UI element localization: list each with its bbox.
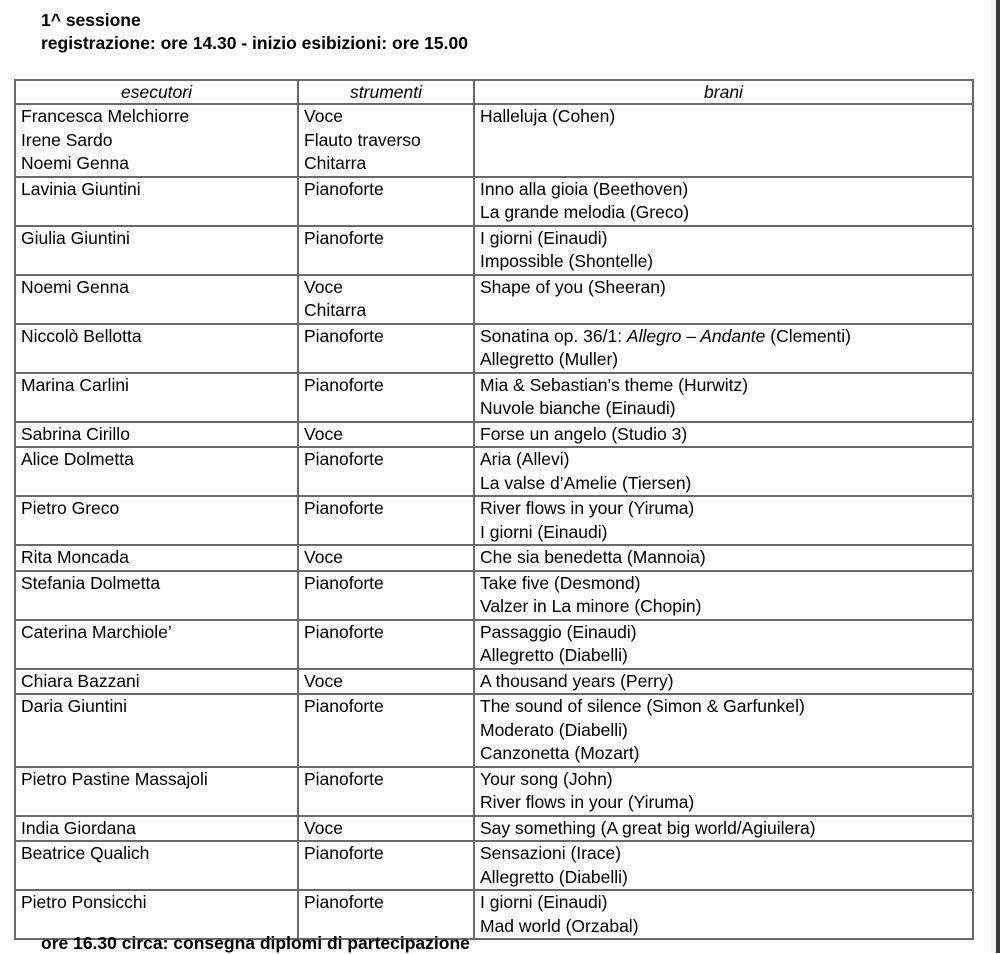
instrument-name: Chitarra (304, 153, 367, 173)
performer-name: Pietro Greco (21, 498, 120, 518)
pieces-cell (474, 177, 973, 226)
pieces-cell (474, 841, 973, 890)
instrument-name: Voce (304, 817, 343, 838)
schedule-line: registrazione: ore 14.30 - inizio esibizioni: ore 15.00 (41, 33, 468, 53)
performer-cell (15, 694, 298, 767)
instrument-cell (298, 496, 474, 545)
instrument-name: Chitarra (304, 300, 367, 320)
table-row (15, 447, 973, 496)
piece-title: Say something (A great big world/Agiuilera) (480, 817, 816, 838)
table-row (15, 496, 973, 545)
pieces-cell (474, 324, 973, 373)
instrument-name: Pianoforte (304, 227, 384, 248)
performer-name: Pietro Ponsicchi (21, 892, 147, 912)
piece-title: Impossible (Shontelle) (480, 251, 654, 271)
table-row (15, 104, 973, 177)
piece-title: Allegretto (Diabelli) (480, 645, 628, 665)
instrument-name: Voce (304, 106, 343, 126)
pieces-cell (474, 571, 973, 620)
table-row (15, 669, 973, 695)
table-row (15, 620, 973, 669)
performer-cell (15, 422, 298, 448)
performer-name: Sabrina Cirillo (21, 423, 130, 444)
pieces-cell (474, 275, 973, 324)
instrument-name: Pianoforte (304, 178, 384, 199)
instrument-cell (298, 324, 474, 373)
performer-name: India Giordana (21, 817, 136, 838)
piece-movement: Allegro – Andante (626, 325, 766, 346)
instrument-name: Pianoforte (304, 696, 384, 716)
instrument-name: Voce (304, 423, 343, 444)
piece-title: Inno alla gioia (Beethoven) (480, 178, 689, 199)
piece-title: Halleluja (Cohen) (480, 106, 616, 126)
performer-name: Pietro Pastine Massajoli (21, 768, 208, 789)
table-row (15, 816, 973, 842)
performer-name: Rita Moncada (21, 547, 129, 567)
instrument-name: Pianoforte (304, 892, 384, 912)
performer-name: Stefania Dolmetta (21, 572, 161, 593)
piece-title: I giorni (Einaudi) (480, 892, 608, 912)
header-brani: brani (474, 80, 973, 104)
instrument-name: Pianoforte (304, 621, 384, 642)
piece-title: Passaggio (Einaudi) (480, 621, 637, 642)
piece-title: La valse d’Amelie (Tiersen) (480, 472, 692, 493)
performer-cell (15, 177, 298, 226)
piece-title: Aria (Allevi) (480, 449, 570, 469)
piece-title-prefix: Sonatina op. 36/1: (480, 325, 627, 346)
piece-title: Moderato (Diabelli) (480, 719, 628, 740)
performer-cell (15, 571, 298, 620)
performer-name: Noemi Genna (21, 153, 129, 173)
pieces-cell (474, 620, 973, 669)
instrument-cell (298, 275, 474, 324)
piece-title: Che sia benedetta (Mannoia) (480, 547, 706, 567)
performer-cell (15, 816, 298, 842)
table-row (15, 226, 973, 275)
header-esecutori: esecutori (15, 80, 298, 104)
table-row (15, 841, 973, 890)
window-edge-bar (996, 0, 1000, 953)
instrument-cell (298, 545, 474, 571)
performer-name: Giulia Giuntini (21, 227, 130, 248)
pieces-cell (474, 226, 973, 275)
piece-title: Shape of you (Sheeran) (480, 276, 666, 297)
piece-title: Nuvole bianche (Einaudi) (480, 398, 676, 418)
instrument-cell (298, 620, 474, 669)
instrument-cell (298, 177, 474, 226)
performer-name: Noemi Genna (21, 276, 129, 297)
pieces-cell (474, 447, 973, 496)
performer-cell (15, 545, 298, 571)
pieces-cell (474, 422, 973, 448)
table-row (15, 324, 973, 373)
performer-cell (15, 373, 298, 422)
piece-title: A thousand years (Perry) (480, 670, 674, 691)
piece-title: Mad world (Orzabal) (480, 915, 639, 936)
piece-title: Allegretto (Muller) (480, 349, 619, 369)
instrument-name: Voce (304, 276, 343, 297)
instrument-name: Pianoforte (304, 572, 384, 593)
footer-note: ore 16.30 circa: consegna diplomi di partecipazione (41, 933, 470, 953)
table-row (15, 571, 973, 620)
performer-cell (15, 620, 298, 669)
piece-title: River flows in your (Yiruma) (480, 498, 695, 518)
pieces-cell (474, 104, 973, 177)
instrument-cell (298, 373, 474, 422)
piece-title: I giorni (Einaudi) (480, 521, 608, 542)
instrument-name: Pianoforte (304, 768, 384, 789)
instrument-cell (298, 694, 474, 767)
instrument-name: Pianoforte (304, 374, 384, 395)
instrument-name: Pianoforte (304, 498, 384, 518)
table-row (15, 177, 973, 226)
session-title: 1^ sessione (41, 10, 141, 30)
instrument-cell (298, 816, 474, 842)
instrument-cell (298, 226, 474, 275)
performer-name: Irene Sardo (21, 129, 113, 150)
piece-title (480, 325, 972, 349)
piece-title: River flows in your (Yiruma) (480, 792, 695, 812)
performer-name: Alice Dolmetta (21, 449, 134, 469)
piece-title: Allegretto (Diabelli) (480, 866, 628, 887)
piece-title: Canzonetta (Mozart) (480, 743, 640, 763)
performer-name: Daria Giuntini (21, 696, 128, 716)
instrument-name: Pianoforte (304, 449, 384, 469)
performer-cell (15, 841, 298, 890)
piece-title: The sound of silence (Simon & Garfunkel) (480, 696, 805, 716)
instrument-name: Voce (304, 670, 343, 691)
instrument-cell (298, 422, 474, 448)
piece-title: La grande melodia (Greco) (480, 202, 690, 222)
instrument-cell (298, 767, 474, 816)
instrument-cell (298, 841, 474, 890)
instrument-name: Pianoforte (304, 843, 384, 863)
piece-title: I giorni (Einaudi) (480, 227, 608, 248)
performer-cell (15, 226, 298, 275)
pieces-cell (474, 545, 973, 571)
performer-cell (15, 324, 298, 373)
pieces-cell (474, 669, 973, 695)
program-table (14, 79, 974, 940)
performer-cell (15, 669, 298, 695)
performer-name: Chiara Bazzani (21, 670, 140, 691)
table-row (15, 767, 973, 816)
performer-cell (15, 496, 298, 545)
pieces-cell (474, 890, 973, 939)
instrument-cell (298, 104, 474, 177)
table-row (15, 275, 973, 324)
pieces-cell (474, 373, 973, 422)
piece-title: Valzer in La minore (Chopin) (480, 596, 702, 616)
instrument-cell (298, 669, 474, 695)
performer-name: Francesca Melchiorre (21, 106, 190, 126)
pieces-cell (474, 816, 973, 842)
performer-cell (15, 767, 298, 816)
piece-title: Mia & Sebastian’s theme (Hurwitz) (480, 374, 749, 395)
performer-cell (15, 447, 298, 496)
performer-name: Marina Carlini (21, 374, 129, 395)
performer-name: Lavinia Giuntini (21, 178, 141, 199)
performer-name: Caterina Marchiole’ (21, 621, 172, 642)
pieces-cell (474, 694, 973, 767)
piece-title: Sensazioni (Irace) (480, 843, 622, 863)
performer-name: Beatrice Qualich (21, 843, 150, 863)
pieces-cell (474, 496, 973, 545)
instrument-name: Flauto traverso (304, 129, 421, 150)
piece-title: Forse un angelo (Studio 3) (480, 423, 688, 444)
pieces-cell (474, 767, 973, 816)
table-row (15, 694, 973, 767)
piece-title: Your song (John) (480, 768, 613, 789)
table-row (15, 545, 973, 571)
table-header-row (15, 80, 973, 104)
piece-composer: (Clementi) (765, 325, 851, 346)
performer-cell (15, 275, 298, 324)
performer-cell (15, 104, 298, 177)
piece-title: Take five (Desmond) (480, 572, 641, 593)
instrument-name: Voce (304, 547, 343, 567)
instrument-name: Pianoforte (304, 325, 384, 346)
performer-name: Niccolò Bellotta (21, 325, 142, 346)
instrument-cell (298, 571, 474, 620)
header-strumenti: strumenti (298, 80, 474, 104)
table-row (15, 373, 973, 422)
instrument-cell (298, 447, 474, 496)
table-row (15, 422, 973, 448)
